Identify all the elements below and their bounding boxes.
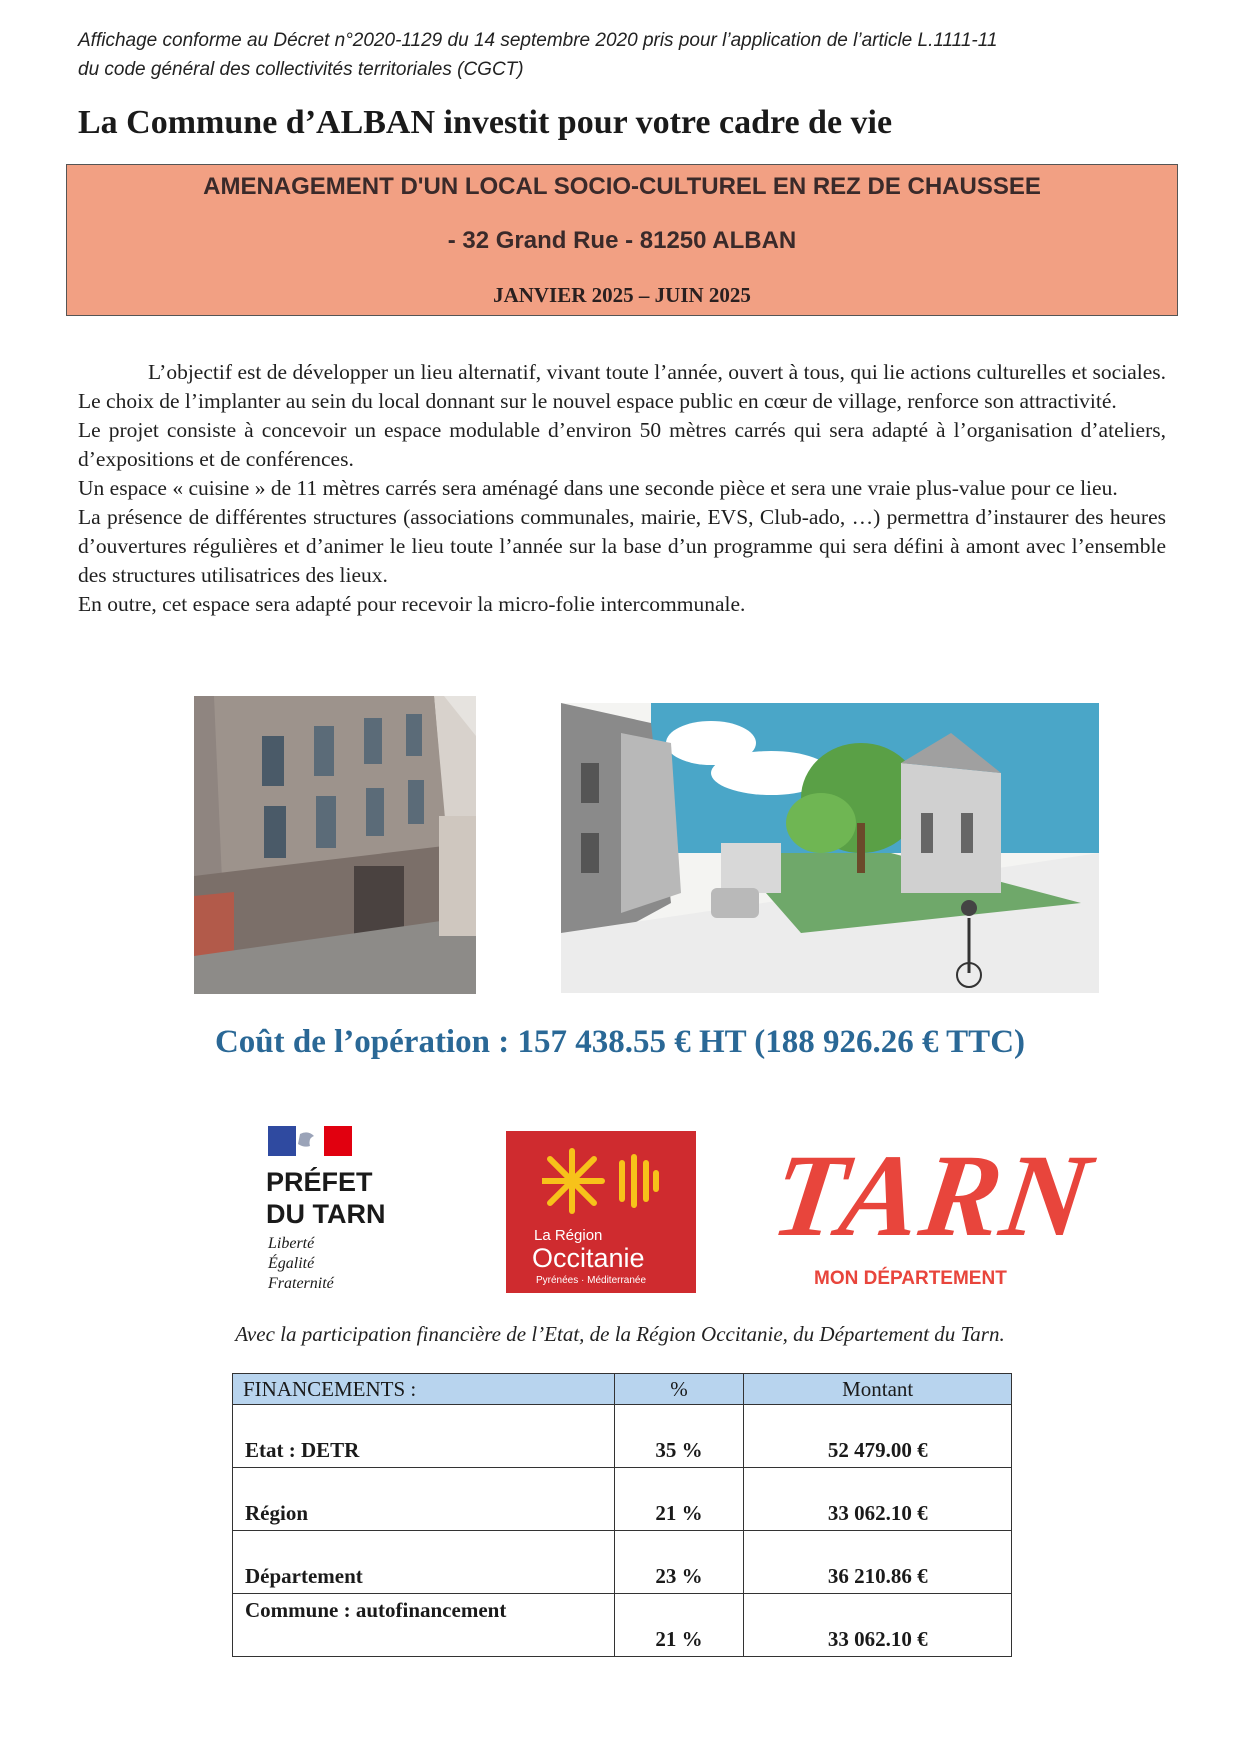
row-percent: 23 % [614, 1531, 744, 1594]
table-row [233, 1594, 1012, 1657]
banner-dates: JANVIER 2025 – JUIN 2025 [493, 283, 751, 307]
header-financements: FINANCEMENTS : [233, 1374, 615, 1405]
table-row [233, 1468, 1012, 1531]
row-amount: 52 479.00 € [744, 1405, 1012, 1468]
row-percent: 21 % [614, 1594, 744, 1657]
paragraph: Le projet consiste à concevoir un espace modulable d’environ 50 mètres carrés qui sera adapté à l’organisation d’ateliers, d’expositions et de conférences. [78, 418, 1166, 471]
decree-notice [78, 26, 1178, 84]
table-row [233, 1531, 1012, 1594]
row-percent: 35 % [614, 1405, 744, 1468]
tarn-departement-logo [764, 1130, 1100, 1300]
page-title: La Commune d’ALBAN investit pour votre cadre de vie [78, 104, 893, 141]
row-amount: 33 062.10 € [744, 1468, 1012, 1531]
header-montant: Montant [744, 1374, 1012, 1405]
occitan-cross-icon [542, 1141, 662, 1221]
header-percent: % [614, 1374, 744, 1405]
operation-cost: Coût de l’opération : 157 438.55 € HT (188 926.26 € TTC) [214, 1024, 1026, 1060]
motto-liberte: Liberté [268, 1235, 315, 1252]
banner-project-name: AMENAGEMENT D'UN LOCAL SOCIO-CULTUREL EN REZ DE CHAUSSEE [203, 173, 1041, 200]
table-row [233, 1405, 1012, 1468]
row-amount: 36 210.86 € [744, 1531, 1012, 1594]
prefet-subtitle: DU TARN [266, 1199, 386, 1229]
row-label: Région [233, 1468, 615, 1531]
table-header-row [233, 1374, 1012, 1405]
occ-region-sub: Pyrénées · Méditerranée [536, 1275, 647, 1286]
tarn-subtitle: MON DÉPARTEMENT [814, 1268, 1007, 1289]
paragraph: En outre, cet espace sera adapté pour recevoir la micro-folie intercommunale. [78, 592, 746, 616]
project-description [78, 358, 1166, 619]
paragraph: La présence de différentes structures (associations communales, mairie, EVS, Club-ado, …) permettra d’instaurer des heures d’ouvertures régulières et d’animer le lieu toute l’année sur la base d’un programme qui sera défini à amont avec l’ensemble des structures utilisatrices des lieux. [78, 505, 1166, 587]
occ-region-label: La Région [534, 1227, 603, 1244]
row-label: Commune : autofinancement [233, 1594, 615, 1657]
project-banner [66, 164, 1178, 316]
project-rendering [561, 703, 1099, 993]
motto-fraternite: Fraternité [268, 1275, 334, 1292]
building-photo [194, 696, 476, 994]
row-percent: 21 % [614, 1468, 744, 1531]
financing-table [232, 1373, 1012, 1657]
row-label: Etat : DETR [233, 1405, 615, 1468]
paragraph: L’objectif est de développer un lieu alternatif, vivant toute l’année, ouvert à tous, qui lie actions culturelles et sociales. Le choix de l’implanter au sein du local donnant sur le nouvel espace public en cœur de village, renforce son attractivité. [78, 360, 1166, 413]
occ-region-name: Occitanie [532, 1243, 645, 1273]
tarn-wordmark: TARN [764, 1130, 1100, 1261]
prefet-title: PRÉFET [266, 1167, 373, 1197]
banner-address: - 32 Grand Rue - 81250 ALBAN [447, 227, 797, 254]
row-label: Département [233, 1531, 615, 1594]
decree-line-1: Affichage conforme au Décret n°2020-1129 du 14 septembre 2020 pris pour l’application de l’article L.1111-11 [78, 30, 998, 51]
prefet-tarn-logo [266, 1126, 436, 1298]
participation-note: Avec la participation financière de l’Etat, de la Région Occitanie, du Département du Tarn. [235, 1322, 1005, 1346]
marianne-flag-icon [268, 1126, 352, 1158]
row-amount: 33 062.10 € [744, 1594, 1012, 1657]
motto-egalite: Égalité [268, 1255, 315, 1272]
decree-line-2: du code général des collectivités territoriales (CGCT) [78, 59, 524, 80]
region-occitanie-logo [506, 1131, 696, 1293]
paragraph: Un espace « cuisine » de 11 mètres carrés sera aménagé dans une seconde pièce et sera une vraie plus-value pour ce lieu. [78, 476, 1118, 500]
